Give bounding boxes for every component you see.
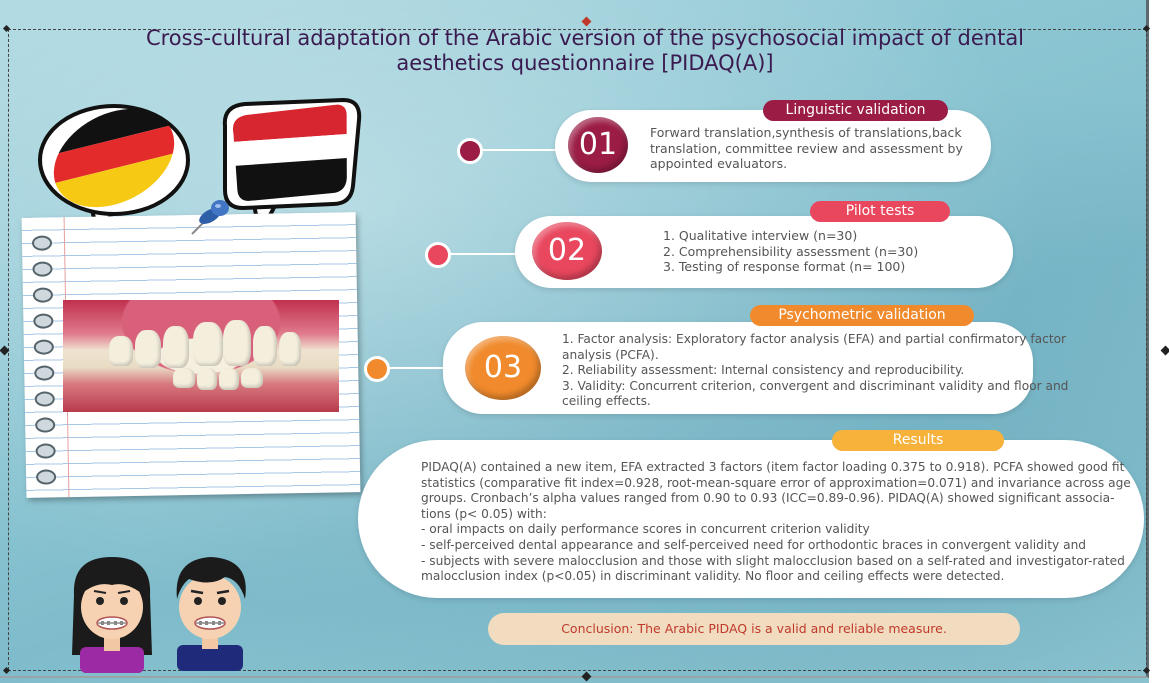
section-1-dot xyxy=(457,138,483,164)
girl-with-braces xyxy=(66,555,158,673)
results-line: malocclusion index (p<0.05) in discriminant validity. No floor and ceiling effects were detected. xyxy=(421,569,1005,584)
tooth xyxy=(135,330,161,368)
right-margin xyxy=(1149,0,1169,683)
selection-border-right xyxy=(1146,29,1147,670)
section-1-line: Forward translation,synthesis of translations,back xyxy=(650,125,962,140)
section-3-line: 2. Reliability assessment: Internal consistency and reproducibility. xyxy=(562,363,965,377)
notebook-ring xyxy=(36,443,56,458)
notebook-ring xyxy=(35,391,55,406)
poster-title-line-1: Cross-cultural adaptation of the Arabic version of the psychosocial impact of dental xyxy=(145,26,1025,50)
section-3-line: ceiling effects. xyxy=(562,394,651,408)
section-1-text xyxy=(650,125,963,172)
tooth xyxy=(241,368,263,388)
section-3-line: 3. Validity: Concurrent criterion, convergent and discriminant validity and floor and xyxy=(562,378,1069,393)
section-2-line: 2. Comprehensibility assessment (n=30) xyxy=(663,243,919,259)
push-pin-icon xyxy=(186,196,236,238)
poster-title xyxy=(120,26,1050,76)
notebook-ring xyxy=(34,339,54,354)
tooth xyxy=(197,368,217,390)
notebook-ring xyxy=(32,235,52,250)
section-1-label: Linguistic validation xyxy=(763,100,948,121)
section-2-label: Pilot tests xyxy=(810,201,950,222)
section-2-text xyxy=(663,228,918,275)
teeth-photo xyxy=(63,300,339,412)
results-line: statistics (comparative fit index=0.928, root-mean-square error of approximation=0.071) and invariance across age xyxy=(421,475,1131,490)
results-text xyxy=(421,460,1131,585)
tooth xyxy=(253,326,277,366)
section-3-number: 03 xyxy=(465,336,541,400)
section-2-line: 3. Testing of response format (n= 100) xyxy=(663,259,906,274)
results-line: tions (p< 0.05) with: xyxy=(421,506,547,521)
notebook-ring xyxy=(35,417,55,432)
notebook-ring xyxy=(33,287,53,302)
conclusion-box xyxy=(488,613,1020,645)
section-3-text xyxy=(562,332,1068,410)
tooth xyxy=(223,320,251,366)
tooth xyxy=(193,322,223,366)
section-2-dot xyxy=(425,242,451,268)
results-line: groups. Cronbach’s alpha values ranged from 0.90 to 0.93 (ICC=0.89-0.96). PIDAQ(A) showed significant associa- xyxy=(421,491,1115,506)
conclusion-text: Conclusion: The Arabic PIDAQ is a valid and reliable measure. xyxy=(561,621,947,636)
notebook-ring xyxy=(36,469,56,484)
section-2-line: 1. Qualitative interview (n=30) xyxy=(663,228,858,243)
connector-line-1 xyxy=(470,149,565,151)
results-line: - self-perceived dental appearance and self-perceived need for orthodontic braces in convergent validity and xyxy=(421,537,1087,552)
section-1-line: appointed evaluators. xyxy=(650,156,788,171)
section-1-line: translation, committee review and assessment by xyxy=(650,140,963,156)
results-line: - oral impacts on daily performance scores in concurrent criterion validity xyxy=(421,522,870,537)
notebook-ring xyxy=(34,365,54,380)
results-line: PIDAQ(A) contained a new item, EFA extracted 3 factors (item factor loading 0.375 to 0.918). PCFA showed good fit xyxy=(421,460,1125,474)
tooth xyxy=(173,368,195,388)
section-3-dot xyxy=(364,356,390,382)
notebook-ring xyxy=(33,313,53,328)
tooth xyxy=(279,332,301,366)
results-line: - subjects with severe malocclusion and those with slight malocclusion based on a self-rated and investigator-rated xyxy=(421,553,1125,568)
section-1-number: 01 xyxy=(568,117,628,173)
section-3-line: analysis (PCFA). xyxy=(562,347,659,362)
boy-with-braces xyxy=(163,553,257,673)
section-3-label: Psychometric validation xyxy=(750,305,974,326)
tooth xyxy=(219,368,239,390)
section-3-line: 1. Factor analysis: Exploratory factor analysis (EFA) and partial confirmatory factor xyxy=(562,332,1067,346)
results-label: Results xyxy=(832,430,1004,451)
section-2-number: 02 xyxy=(532,222,602,280)
tooth xyxy=(163,326,189,368)
notebook-ring xyxy=(32,261,52,276)
poster-title-line-2: aesthetics questionnaire [PIDAQ(A)] xyxy=(396,51,774,75)
tooth xyxy=(109,336,133,366)
